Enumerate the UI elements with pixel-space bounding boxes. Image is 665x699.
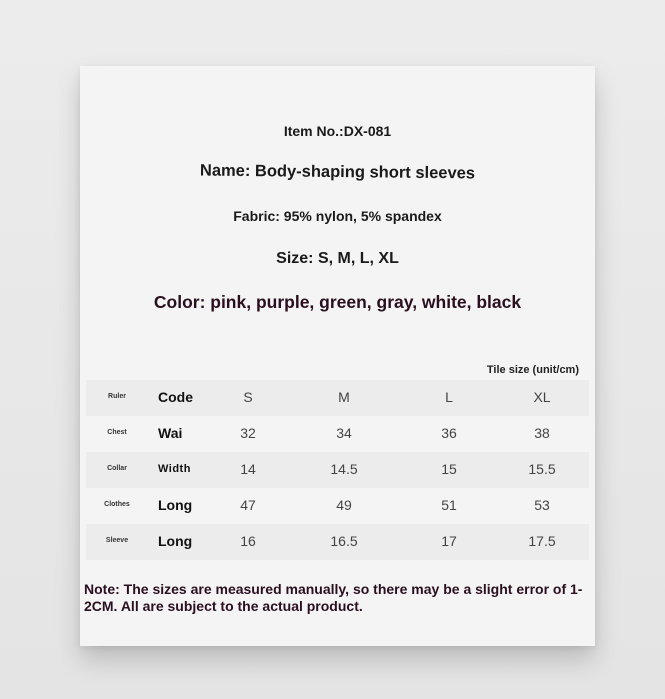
table-cell: 51 bbox=[441, 497, 457, 513]
size-table bbox=[86, 380, 589, 560]
item-number: Item No.:DX-081 bbox=[283, 123, 392, 139]
size-info: Size: S, M, L, XL bbox=[276, 250, 399, 267]
product-name: Name: Body-shaping short sleeves bbox=[199, 161, 476, 183]
table-cell: 53 bbox=[534, 497, 550, 513]
fabric-info: Fabric: 95% nylon, 5% spandex bbox=[233, 208, 442, 224]
row-key: Code bbox=[158, 389, 193, 405]
measurement-note: Note: The sizes are measured manually, so there may be a slight error of 1-2CM. All are subject to the actual product. bbox=[84, 581, 583, 614]
table-cell: M bbox=[338, 389, 350, 405]
table-cell: L bbox=[445, 389, 453, 405]
row-label: Sleeve bbox=[105, 537, 129, 544]
table-cell: 34 bbox=[336, 425, 352, 441]
table-cell: 14 bbox=[240, 461, 256, 477]
row-label: Clothes bbox=[104, 501, 130, 508]
row-key: Long bbox=[158, 533, 193, 549]
row-key: Wai bbox=[158, 425, 183, 441]
table-cell: XL bbox=[533, 389, 551, 405]
table-cell: 17 bbox=[441, 533, 457, 549]
table-cell: S bbox=[243, 389, 253, 405]
row-label: Chest bbox=[107, 429, 127, 436]
table-cell: 32 bbox=[240, 425, 256, 441]
row-label: Collar bbox=[107, 465, 127, 472]
row-key: Width bbox=[158, 463, 191, 475]
table-row bbox=[86, 488, 589, 524]
row-label: Ruler bbox=[108, 393, 126, 400]
tile-size-caption: Tile size (unit/cm) bbox=[486, 364, 579, 376]
product-spec-card bbox=[80, 66, 595, 646]
table-cell: 36 bbox=[441, 425, 457, 441]
table-cell: 49 bbox=[336, 497, 352, 513]
table-row bbox=[86, 380, 589, 416]
table-cell: 14.5 bbox=[330, 461, 358, 477]
table-cell: 16 bbox=[240, 533, 256, 549]
table-cell: 15 bbox=[441, 461, 457, 477]
table-cell: 47 bbox=[240, 497, 256, 513]
table-cell: 15.5 bbox=[528, 461, 556, 477]
table-row bbox=[86, 452, 589, 488]
row-key: Long bbox=[158, 497, 193, 513]
table-cell: 38 bbox=[534, 425, 550, 441]
table-row bbox=[86, 416, 589, 452]
table-row bbox=[86, 524, 589, 560]
table-cell: 17.5 bbox=[528, 533, 556, 549]
color-info: Color: pink, purple, green, gray, white, black bbox=[153, 292, 522, 312]
table-cell: 16.5 bbox=[330, 533, 358, 549]
